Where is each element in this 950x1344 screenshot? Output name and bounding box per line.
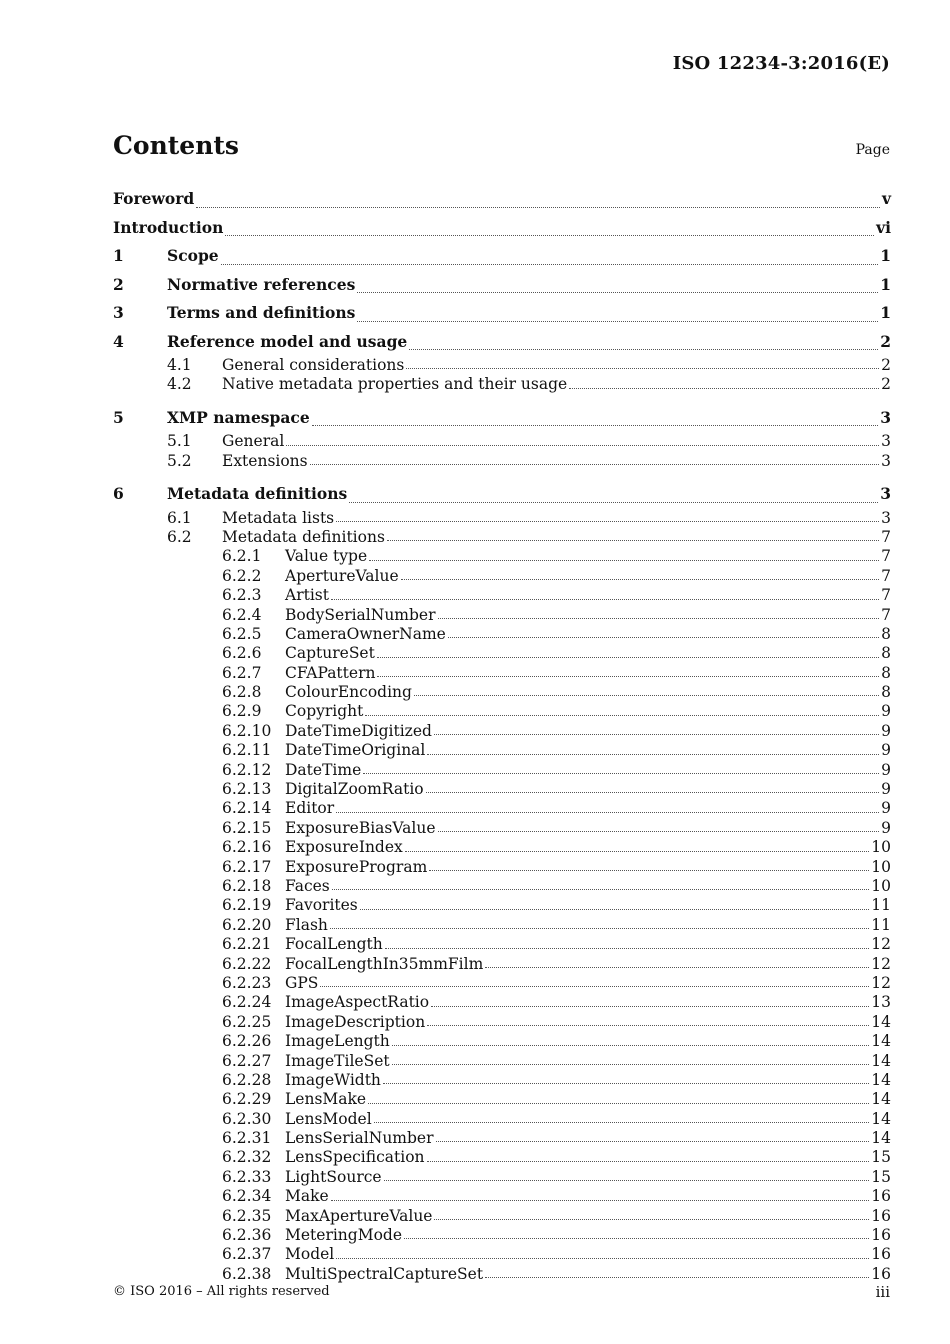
toc-dot-leader — [404, 1226, 869, 1245]
toc-dot-leader — [320, 974, 869, 993]
toc-dot-leader — [377, 664, 879, 683]
toc-entry-title: ImageDescription — [285, 1012, 426, 1031]
toc-entry[interactable] — [113, 586, 891, 605]
toc-entry-page: 15 — [871, 1148, 891, 1167]
toc-entry[interactable] — [113, 1226, 891, 1245]
toc-entry-title: Flash — [285, 915, 328, 934]
toc-entry-number: 6.2.23 — [222, 973, 272, 992]
toc-entry-page: 11 — [871, 915, 891, 934]
toc-entry[interactable] — [113, 877, 891, 896]
toc-entry-number: 6.2.20 — [222, 915, 272, 934]
toc-entry-number: 6.2.31 — [222, 1129, 272, 1148]
toc-entry-page: 2 — [880, 331, 891, 351]
toc-entry[interactable] — [113, 683, 891, 702]
toc-entry-page: 3 — [880, 484, 891, 504]
toc-entry-number: 6.2.38 — [222, 1264, 272, 1283]
toc-entry-page: vi — [876, 217, 891, 237]
toc-entry[interactable] — [113, 1090, 891, 1109]
toc-dot-leader — [336, 799, 879, 818]
toc-dot-leader — [427, 1013, 869, 1032]
toc-entry-page: 7 — [881, 547, 891, 566]
toc-entry[interactable] — [113, 838, 891, 857]
toc-entry-title: DateTimeOriginal — [285, 741, 426, 760]
toc-entry-number: 6.2.26 — [222, 1032, 272, 1051]
toc-entry[interactable] — [113, 1187, 891, 1206]
toc-entry-title: ImageTileSet — [285, 1051, 390, 1070]
toc-entry-title: Extensions — [222, 451, 308, 470]
toc-entry-title: DateTime — [285, 760, 362, 779]
toc-entry-title: Introduction — [113, 217, 224, 237]
toc-entry-title: GPS — [285, 973, 319, 992]
toc-entry-page: 9 — [881, 741, 891, 760]
toc-entry-number: 6 — [113, 484, 124, 504]
toc-entry[interactable] — [113, 299, 891, 328]
toc-entry-page: 3 — [881, 451, 891, 470]
toc-entry-page: 7 — [881, 566, 891, 585]
toc-entry-page: 16 — [871, 1187, 891, 1206]
toc-dot-leader — [349, 480, 878, 509]
toc-entry-title: LensSpecification — [285, 1148, 425, 1167]
toc-entry-page: 8 — [881, 683, 891, 702]
toc-entry[interactable] — [113, 214, 891, 243]
toc-entry-number: 6.2.19 — [222, 896, 272, 915]
toc-entry-number: 1 — [113, 246, 124, 265]
toc-entry-title: Model — [285, 1245, 335, 1264]
toc-entry-page: 14 — [871, 1070, 891, 1089]
toc-entry-number: 6.2.32 — [222, 1148, 272, 1167]
toc-entry-title: ExposureProgram — [285, 857, 428, 876]
toc-entry[interactable] — [113, 271, 891, 300]
toc-entry-title: Metadata definitions — [222, 527, 385, 546]
toc-dot-leader — [406, 356, 879, 375]
toc-entry-page: 1 — [880, 246, 891, 265]
toc-entry[interactable] — [113, 993, 891, 1012]
toc-entry-page: 8 — [881, 644, 891, 663]
toc-entry-page: 9 — [881, 760, 891, 779]
toc-entry-number: 6.2.15 — [222, 818, 272, 837]
toc-entry[interactable] — [113, 664, 891, 683]
toc-entry[interactable] — [113, 1207, 891, 1226]
toc-dot-leader — [414, 683, 879, 702]
toc-entry-title: LightSource — [285, 1167, 382, 1186]
toc-entry-title: General — [222, 432, 285, 451]
toc-dot-leader — [405, 838, 869, 857]
toc-entry-title: ImageWidth — [285, 1070, 381, 1089]
toc-entry-title: Reference model and usage — [167, 331, 408, 351]
toc-entry-page: 9 — [881, 818, 891, 837]
toc-entry-title: CameraOwnerName — [285, 624, 446, 643]
toc-entry-number: 3 — [113, 303, 124, 322]
toc-entry-page: 12 — [871, 973, 891, 992]
toc-entry-title: ApertureValue — [285, 566, 399, 585]
toc-dot-leader — [401, 567, 879, 586]
toc-entry-title: LensSerialNumber — [285, 1129, 434, 1148]
toc-dot-leader — [221, 242, 878, 271]
toc-dot-leader — [436, 1129, 869, 1148]
toc-dot-leader — [387, 528, 879, 547]
toc-entry-page: 3 — [880, 407, 891, 427]
toc-dot-leader — [310, 452, 879, 471]
toc-dot-leader — [374, 1110, 869, 1129]
toc-entry-title: ExposureBiasValue — [285, 818, 436, 837]
toc-entry-page: 14 — [871, 1012, 891, 1031]
toc-dot-leader — [448, 625, 879, 644]
toc-entry-title: CaptureSet — [285, 644, 375, 663]
toc-dot-leader — [225, 214, 874, 243]
toc-entry[interactable] — [113, 1110, 891, 1129]
toc-entry-number: 4.1 — [167, 356, 192, 374]
toc-entry[interactable] — [113, 1148, 891, 1167]
toc-entry[interactable] — [113, 1032, 891, 1051]
toc-entry-title: Value type — [285, 547, 368, 566]
toc-entry-page: 14 — [871, 1109, 891, 1128]
toc-entry-title: Metadata lists — [222, 508, 335, 527]
toc-entry-page: 16 — [871, 1206, 891, 1225]
toc-entry-page: 14 — [871, 1032, 891, 1051]
toc-entry-page: 1 — [880, 303, 891, 322]
toc-dot-leader — [434, 1207, 869, 1226]
toc-entry-title: DateTimeDigitized — [285, 721, 432, 740]
toc-entry-number: 2 — [113, 274, 124, 294]
toc-entry[interactable] — [113, 916, 891, 935]
toc-entry-title: Make — [285, 1187, 329, 1206]
toc-dot-leader — [569, 375, 879, 394]
toc-entry-title: XMP namespace — [167, 407, 310, 427]
toc-dot-leader — [485, 1265, 869, 1284]
toc-entry-page: 16 — [871, 1245, 891, 1264]
toc-dot-leader — [431, 993, 869, 1012]
footer-copyright: © ISO 2016 – All rights reserved — [113, 1284, 330, 1299]
toc-dot-leader — [360, 896, 869, 915]
toc-entry[interactable] — [113, 606, 891, 625]
toc-entry-number: 6.2.30 — [222, 1109, 272, 1128]
toc-entry-page: 3 — [881, 432, 891, 451]
toc-entry-number: 6.2.18 — [222, 876, 272, 895]
toc-dot-leader — [357, 271, 878, 300]
toc-entry[interactable] — [113, 1013, 891, 1032]
toc-dot-leader — [384, 1168, 869, 1187]
toc-entry[interactable] — [113, 452, 891, 471]
page-column-label: Page — [855, 142, 890, 158]
toc-dot-leader — [330, 916, 869, 935]
toc-entry-number: 5.2 — [167, 451, 192, 470]
toc-dot-leader — [363, 761, 879, 780]
toc-entry-title: Editor — [285, 799, 335, 818]
toc-entry-title: Scope — [167, 246, 219, 265]
toc-entry[interactable] — [113, 722, 891, 741]
toc-entry-number: 6.2.3 — [222, 586, 262, 605]
toc-entry-title: Metadata definitions — [167, 484, 348, 504]
toc-entry-number: 6.2.5 — [222, 624, 262, 643]
toc-dot-leader — [336, 1245, 869, 1264]
toc-entry[interactable] — [113, 702, 891, 721]
toc-entry[interactable] — [113, 858, 891, 877]
toc-entry-number: 6.2.11 — [222, 741, 272, 760]
toc-entry[interactable] — [113, 955, 891, 974]
toc-entry-number: 6.2.8 — [222, 683, 262, 702]
toc-entry[interactable] — [113, 1245, 891, 1264]
toc-entry-page: 16 — [871, 1264, 891, 1283]
toc-entry-page: 14 — [871, 1051, 891, 1070]
toc-entry[interactable] — [113, 1168, 891, 1187]
toc-entry-page: 3 — [881, 508, 891, 527]
toc-entry-page: 15 — [871, 1167, 891, 1186]
toc-entry[interactable] — [113, 761, 891, 780]
toc-entry[interactable] — [113, 1071, 891, 1090]
toc-entry-number: 6.2.10 — [222, 721, 272, 740]
toc-entry[interactable] — [113, 819, 891, 838]
toc-dot-leader — [312, 404, 878, 433]
toc-entry[interactable] — [113, 328, 891, 357]
toc-entry-number: 6.2.36 — [222, 1226, 272, 1245]
toc-entry-page: 13 — [871, 993, 891, 1012]
toc-dot-leader — [196, 185, 880, 214]
toc-entry-page: 10 — [871, 838, 891, 857]
toc-entry-number: 4 — [113, 331, 124, 351]
toc-entry-number: 5.1 — [167, 432, 192, 451]
toc-entry-number: 6.2.2 — [222, 566, 262, 585]
toc-entry-number: 6.1 — [167, 508, 192, 527]
toc-dot-leader — [368, 1090, 869, 1109]
toc-dot-leader — [365, 702, 879, 721]
toc-entry-page: 7 — [881, 605, 891, 624]
toc-dot-leader — [392, 1052, 869, 1071]
toc-entry[interactable] — [113, 404, 891, 433]
toc-entry-number: 6.2.9 — [222, 702, 262, 721]
toc-dot-leader — [332, 877, 869, 896]
toc-entry-number: 6.2.35 — [222, 1206, 272, 1225]
toc-entry-title: Normative references — [167, 274, 356, 294]
toc-entry-page: 11 — [871, 896, 891, 915]
toc-entry-title: General considerations — [222, 356, 405, 374]
toc-entry[interactable] — [113, 1265, 891, 1284]
footer-page-number: iii — [875, 1283, 890, 1301]
toc-entry-number: 6.2.29 — [222, 1090, 272, 1109]
toc-entry-number: 6.2.27 — [222, 1051, 272, 1070]
contents-title: Contents — [113, 131, 240, 160]
toc-entry-number: 4.2 — [167, 375, 192, 394]
toc-entry-title: MaxApertureValue — [285, 1206, 433, 1225]
toc-entry[interactable] — [113, 974, 891, 993]
toc-entry-title: BodySerialNumber — [285, 605, 436, 624]
toc-entry-title: Terms and definitions — [167, 303, 356, 322]
toc-dot-leader — [377, 644, 879, 663]
toc-entry[interactable] — [113, 935, 891, 954]
toc-entry-page: 8 — [881, 663, 891, 682]
toc-dot-leader — [383, 1071, 869, 1090]
toc-entry[interactable] — [113, 528, 891, 547]
toc-entry-page: 9 — [881, 799, 891, 818]
toc-dot-leader — [286, 432, 879, 451]
toc-entry-page: 2 — [881, 375, 891, 394]
toc-entry-number: 6.2.34 — [222, 1187, 272, 1206]
toc-entry-title: ExposureIndex — [285, 838, 403, 857]
toc-section-gap — [113, 471, 891, 480]
toc-entry-page: 10 — [871, 857, 891, 876]
toc-entry-number: 6.2.22 — [222, 954, 272, 973]
toc-entry-title: MultiSpectralCaptureSet — [285, 1264, 484, 1283]
toc-entry-number: 6.2.21 — [222, 935, 272, 954]
toc-dot-leader — [438, 606, 879, 625]
toc-dot-leader — [331, 1187, 869, 1206]
toc-dot-leader — [357, 299, 878, 328]
toc-entry[interactable] — [113, 1129, 891, 1148]
toc-entry[interactable] — [113, 432, 891, 451]
toc-entry[interactable] — [113, 356, 891, 375]
toc-entry-number: 6.2.12 — [222, 760, 272, 779]
toc-dot-leader — [336, 509, 879, 528]
toc-entry-number: 6.2.13 — [222, 780, 272, 799]
document-id: ISO 12234-3:2016(E) — [672, 53, 890, 74]
toc-entry[interactable] — [113, 509, 891, 528]
toc-entry-title: DigitalZoomRatio — [285, 780, 424, 799]
toc-entry-title: Copyright — [285, 702, 364, 721]
table-of-contents — [113, 185, 891, 1284]
toc-dot-leader — [369, 547, 879, 566]
toc-entry[interactable] — [113, 625, 891, 644]
toc-entry-number: 6.2.7 — [222, 663, 262, 682]
toc-entry-page: 16 — [871, 1226, 891, 1245]
toc-entry[interactable] — [113, 644, 891, 663]
toc-dot-leader — [392, 1032, 869, 1051]
toc-entry-number: 6.2.24 — [222, 993, 272, 1012]
toc-entry-page: v — [881, 189, 891, 208]
toc-entry-title: ImageAspectRatio — [285, 993, 430, 1012]
toc-entry-page: 9 — [881, 780, 891, 799]
toc-entry-title: ColourEncoding — [285, 683, 412, 702]
toc-entry-title: Foreword — [113, 189, 195, 208]
toc-entry-number: 6.2.33 — [222, 1167, 272, 1186]
toc-entry-page: 14 — [871, 1129, 891, 1148]
toc-entry[interactable] — [113, 896, 891, 915]
toc-entry[interactable] — [113, 375, 891, 394]
toc-entry-title: FocalLengthIn35mmFilm — [285, 954, 484, 973]
toc-entry-title: ImageLength — [285, 1032, 390, 1051]
toc-entry-title: CFAPattern — [285, 663, 376, 682]
toc-entry-number: 6.2.4 — [222, 605, 262, 624]
toc-dot-leader — [385, 935, 869, 954]
toc-dot-leader — [427, 1148, 869, 1167]
toc-dot-leader — [331, 586, 879, 605]
toc-entry-title: Favorites — [285, 896, 358, 915]
toc-entry-number: 6.2.28 — [222, 1070, 272, 1089]
toc-entry[interactable] — [113, 567, 891, 586]
toc-entry-title: Faces — [285, 876, 330, 895]
toc-entry-page: 8 — [881, 624, 891, 643]
toc-entry-page: 1 — [880, 274, 891, 294]
toc-entry-page: 7 — [881, 586, 891, 605]
toc-section-gap — [113, 395, 891, 404]
toc-dot-leader — [485, 955, 869, 974]
toc-entry-number: 6.2.6 — [222, 644, 262, 663]
toc-entry-number: 6.2.37 — [222, 1245, 272, 1264]
toc-entry[interactable] — [113, 1052, 891, 1071]
toc-entry-title: FocalLength — [285, 935, 383, 954]
toc-entry[interactable] — [113, 480, 891, 509]
toc-entry-number: 6.2.25 — [222, 1012, 272, 1031]
toc-dot-leader — [434, 722, 879, 741]
toc-dot-leader — [438, 819, 879, 838]
toc-entry-number: 5 — [113, 407, 124, 427]
toc-entry[interactable] — [113, 547, 891, 566]
toc-entry-page: 12 — [871, 954, 891, 973]
toc-entry-title: Native metadata properties and their usage — [222, 375, 568, 394]
toc-entry-title: LensModel — [285, 1109, 372, 1128]
toc-entry-page: 10 — [871, 876, 891, 895]
toc-entry-page: 7 — [881, 527, 891, 546]
toc-entry-title: LensMake — [285, 1090, 367, 1109]
toc-entry-number: 6.2.1 — [222, 547, 262, 566]
toc-entry-number: 6.2.16 — [222, 838, 272, 857]
toc-dot-leader — [427, 741, 879, 760]
toc-entry-page: 2 — [881, 356, 891, 374]
toc-dot-leader — [429, 858, 869, 877]
toc-entry-page: 9 — [881, 702, 891, 721]
toc-entry[interactable] — [113, 780, 891, 799]
toc-entry-number: 6.2.14 — [222, 799, 272, 818]
toc-entry[interactable] — [113, 799, 891, 818]
toc-entry-page: 12 — [871, 935, 891, 954]
toc-entry-title: Artist — [285, 586, 329, 605]
toc-entry-number: 6.2.17 — [222, 857, 272, 876]
toc-entry-page: 14 — [871, 1090, 891, 1109]
toc-entry[interactable] — [113, 741, 891, 760]
toc-dot-leader — [426, 780, 879, 799]
toc-entry[interactable] — [113, 242, 891, 271]
toc-entry-number: 6.2 — [167, 527, 192, 546]
toc-entry-title: MeteringMode — [285, 1226, 403, 1245]
toc-dot-leader — [409, 328, 878, 357]
toc-entry-page: 9 — [881, 721, 891, 740]
toc-entry[interactable] — [113, 185, 891, 214]
